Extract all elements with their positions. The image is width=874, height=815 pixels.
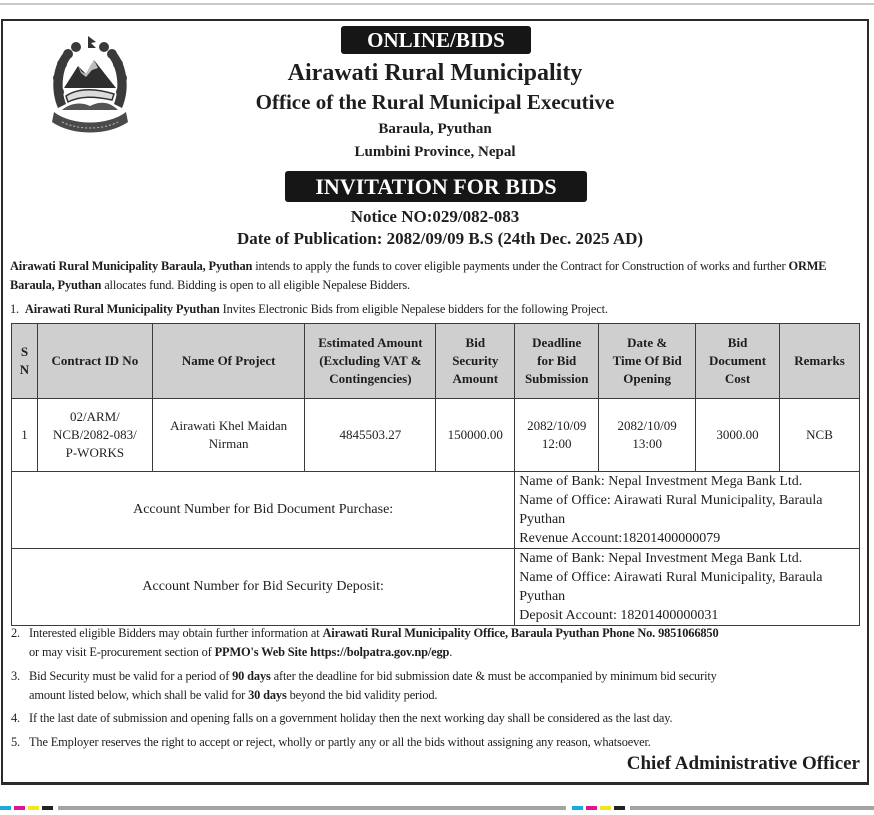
office-name: Name of Office: Airawati Rural Municipality, Baraula Pyuthan [519,493,823,527]
account-label: Account Number for Bid Security Deposit: [12,549,515,626]
cell-project-name: Airawati Khel Maidan Nirman [152,399,305,472]
municipality-name: Airawati Rural Municipality [287,60,583,86]
magenta-swatch [14,806,25,810]
cell-opening: 2082/10/09 13:00 [599,399,696,472]
header-project-name: Name Of Project [152,324,305,399]
nepal-emblem-icon [48,30,132,138]
magenta-swatch [586,806,597,810]
yellow-swatch [28,806,39,810]
table-header-row [12,324,860,399]
account-label: Account Number for Bid Document Purchase: [12,472,515,549]
account-number: Deposit Account: 18201400000031 [519,608,719,623]
header-bid-security: Bid Security Amount [436,324,515,399]
yellow-swatch [600,806,611,810]
invitation-for-bids-badge: INVITATION FOR BIDS [285,171,587,202]
office-name: Name of Office: Airawati Rural Municipality, Baraula Pyuthan [519,570,823,604]
cell-estimated-amount: 4845503.27 [305,399,436,472]
intro-paragraph [10,257,862,295]
note-number: 5. [11,735,20,749]
header-remarks: Remarks [780,324,860,399]
item-1 [10,300,862,319]
item-1-text: Invites Electronic Bids from eligible Nepalese bidders for the following Project. [219,302,608,316]
address-line-1: Baraula, Pyuthan [378,121,492,137]
note-4: 4. If the last date of submission and opening falls on a government holiday then the next working day shall be considered as the last day. [11,709,863,728]
signature-title: Chief Administrative Officer [626,753,860,774]
account-row-document-purchase [12,472,860,549]
header-sn: S N [12,324,38,399]
black-swatch [42,806,53,810]
note-number: 4. [11,711,20,725]
item-1-bold: Airawati Rural Municipality Pyuthan [24,302,220,316]
account-info [515,549,860,626]
black-swatch [614,806,625,810]
note-2: 2. Interested eligible Bidders may obtain further information at Airawati Rural Municipality Office, Baraula Pyuthan Phone No. 9851066850 or may visit E-procurement section of PPMO's Web Site https://bolpatra.gov.np/egp. [11,626,719,659]
cell-remarks: NCB [780,399,860,472]
egp-website-link[interactable]: PPMO's Web Site https://bolpatra.gov.np/egp [214,645,450,659]
cyan-swatch [0,806,11,810]
account-row-security-deposit [12,549,860,626]
address-line-2: Lumbini Province, Nepal [354,144,516,160]
note-3: 3. Bid Security must be valid for a period of 90 days after the deadline for bid submission date & must be accompanied by minimum bid security amount listed below, which shall be valid for 30 days beyond the bid validity period. [11,669,717,702]
account-info [515,472,860,549]
header-doc-cost: Bid Document Cost [696,324,780,399]
office-name: Office of the Rural Municipal Executive [255,90,615,114]
print-rule [58,806,566,810]
intro-bold-2: ORME Baraula, Pyuthan [10,259,827,292]
intro-text-1: intends to apply the funds to cover eligible payments under the Contract for Construction of works and further [252,259,789,273]
header-contract-id: Contract ID No [37,324,152,399]
notice-number: Notice NO:029/082-083 [350,207,520,226]
header-deadline: Deadline for Bid Submission [515,324,599,399]
account-number: Revenue Account:18201400000079 [519,531,721,546]
cell-sn: 1 [12,399,38,472]
cell-doc-cost: 3000.00 [696,399,780,472]
cell-contract-id: 02/ARM/ NCB/2082-083/ P-WORKS [37,399,152,472]
header-estimated-amount: Estimated Amount (Excluding VAT & Contingencies) [305,324,436,399]
online-bids-badge: ONLINE/BIDS [341,26,531,54]
note-number: 2. [11,626,20,640]
cyan-swatch [572,806,583,810]
note-number: 3. [11,669,20,683]
bank-name: Name of Bank: Nepal Investment Mega Bank Ltd. [519,551,803,566]
bank-name: Name of Bank: Nepal Investment Mega Bank Ltd. [519,474,803,489]
header-opening: Date & Time Of Bid Opening [599,324,696,399]
cell-bid-security: 150000.00 [436,399,515,472]
intro-bold-1: Airawati Rural Municipality Baraula, Pyuthan [10,259,253,273]
publication-date: Date of Publication: 2082/09/09 B.S (24th Dec. 2025 AD) [236,229,644,248]
top-divider [0,3,874,5]
table-row [12,399,860,472]
intro-text-2: allocates fund. Bidding is open to all eligible Nepalese Bidders. [101,278,410,292]
note-5: 5. The Employer reserves the right to accept or reject, wholly or partly any or all the bids without assigning any reason, whatsoever. [11,733,863,752]
bids-table [11,323,860,626]
item-1-number: 1. [10,302,19,316]
print-rule [630,806,874,810]
cell-deadline: 2082/10/09 12:00 [515,399,599,472]
